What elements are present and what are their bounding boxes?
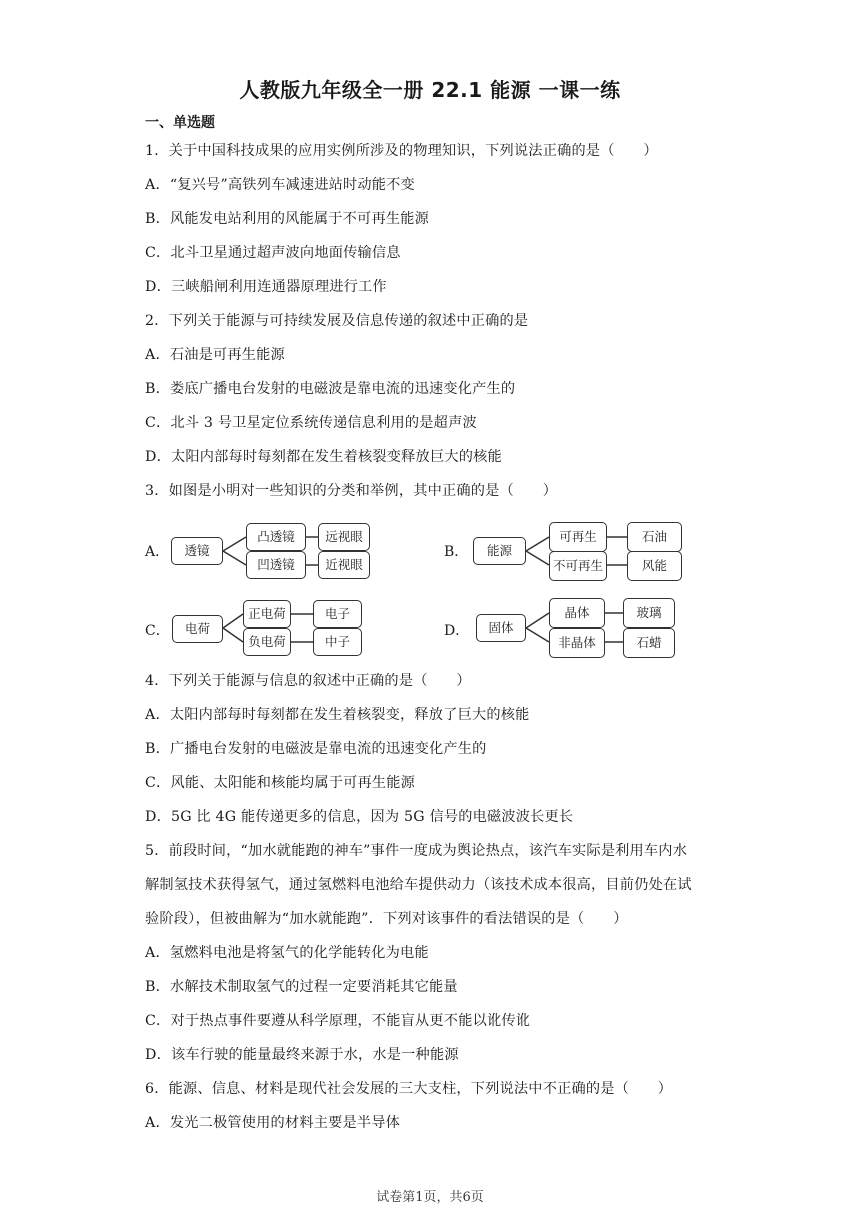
question-2-option-b: B．娄底广播电台发射的电磁波是靠电流的迅速变化产生的 [145,381,516,397]
question-4-option-c: C．风能、太阳能和核能均属于可再生能源 [145,775,416,791]
question-2-option-d: D．太阳内部每时每刻都在发生着核裂变释放巨大的核能 [145,449,502,465]
diagram-d-mid-1: 晶体 [549,598,605,628]
question-6-option-a: A．发光二极管使用的材料主要是半导体 [145,1115,401,1131]
page-title: 人教版九年级全一册 22.1 能源 一课一练 [239,78,621,102]
option-a-label: A． [145,544,170,560]
diagram-a-root: 透镜 [171,537,223,565]
question-5-stem-line-3: 验阶段），但被曲解为“加水就能跑”．下列对该事件的看法错误的是（ ） [145,911,628,927]
question-5-option-d: D．该车行驶的能量最终来源于水，水是一种能源 [145,1047,459,1063]
diagram-b-root: 能源 [473,537,526,565]
diagram-b-mid-2: 不可再生 [549,551,607,581]
question-5-stem-line-1: 5．前段时间，“加水就能跑的神车”事件一度成为舆论热点，该汽车实际是利用车内水 [145,843,688,859]
question-3-stem: 3．如图是小明对一些知识的分类和举例，其中正确的是（ ） [145,483,558,499]
diagram-b-mid-1: 可再生 [549,522,607,552]
question-5-option-c: C．对于热点事件要遵从科学原理，不能盲从更不能以讹传讹 [145,1013,531,1029]
diagram-c-mid-2: 负电荷 [243,628,291,656]
option-d-label: D． [444,623,470,639]
question-1-option-a: A．“复兴号”高铁列车减速进站时动能不变 [145,177,415,193]
diagram-a-leaf-2: 近视眼 [318,551,370,579]
question-1-option-b: B．风能发电站利用的风能属于不可再生能源 [145,211,429,227]
question-1-option-d: D．三峡船闸利用连通器原理进行工作 [145,279,387,295]
option-c-label: C． [145,623,170,639]
question-2-option-c: C．北斗 3 号卫星定位系统传递信息利用的是超声波 [145,415,477,431]
diagram-c-leaf-1: 电子 [313,600,362,628]
diagram-a-mid-2: 凹透镜 [246,551,306,579]
diagram-a-mid-1: 凸透镜 [246,523,306,551]
question-5-option-a: A．氢燃料电池是将氢气的化学能转化为电能 [145,945,429,961]
diagram-d-mid-2: 非晶体 [549,628,605,658]
page-footer: 试卷第1页，共6页 [376,1190,484,1205]
diagram-a-leaf-1: 远视眼 [318,523,370,551]
question-4-option-d: D．5G 比 4G 能传递更多的信息，因为 5G 信号的电磁波波长更长 [145,809,574,825]
question-4-stem: 4．下列关于能源与信息的叙述中正确的是（ ） [145,673,471,689]
question-5-stem-line-2: 解制氢技术获得氢气，通过氢燃料电池给车提供动力（该技术成本很高，目前仍处在试 [145,877,692,893]
question-6-stem: 6．能源、信息、材料是现代社会发展的三大支柱，下列说法中不正确的是（ ） [145,1081,673,1097]
diagram-b-leaf-1: 石油 [627,522,682,552]
diagram-d-leaf-1: 玻璃 [623,598,675,628]
diagram-d-root: 固体 [476,614,526,642]
option-b-label: B． [444,544,469,560]
question-2-option-a: A．石油是可再生能源 [145,347,285,363]
diagram-c-root: 电荷 [172,615,223,643]
diagram-b-leaf-2: 风能 [627,551,682,581]
diagram-d-leaf-2: 石蜡 [623,628,675,658]
question-4-option-a: A．太阳内部每时每刻都在发生着核裂变，释放了巨大的核能 [145,707,530,723]
diagram-c-leaf-2: 中子 [313,628,362,656]
question-5-option-b: B．水解技术制取氢气的过程一定要消耗其它能量 [145,979,458,995]
question-2-stem: 2．下列关于能源与可持续发展及信息传递的叙述中正确的是 [145,313,529,329]
question-4-option-b: B．广播电台发射的电磁波是靠电流的迅速变化产生的 [145,741,487,757]
section-heading: 一、单选题 [145,115,215,131]
diagram-c-mid-1: 正电荷 [243,600,291,628]
question-1-option-c: C．北斗卫星通过超声波向地面传输信息 [145,245,401,261]
question-1-stem: 1．关于中国科技成果的应用实例所涉及的物理知识，下列说法正确的是（ ） [145,143,658,159]
